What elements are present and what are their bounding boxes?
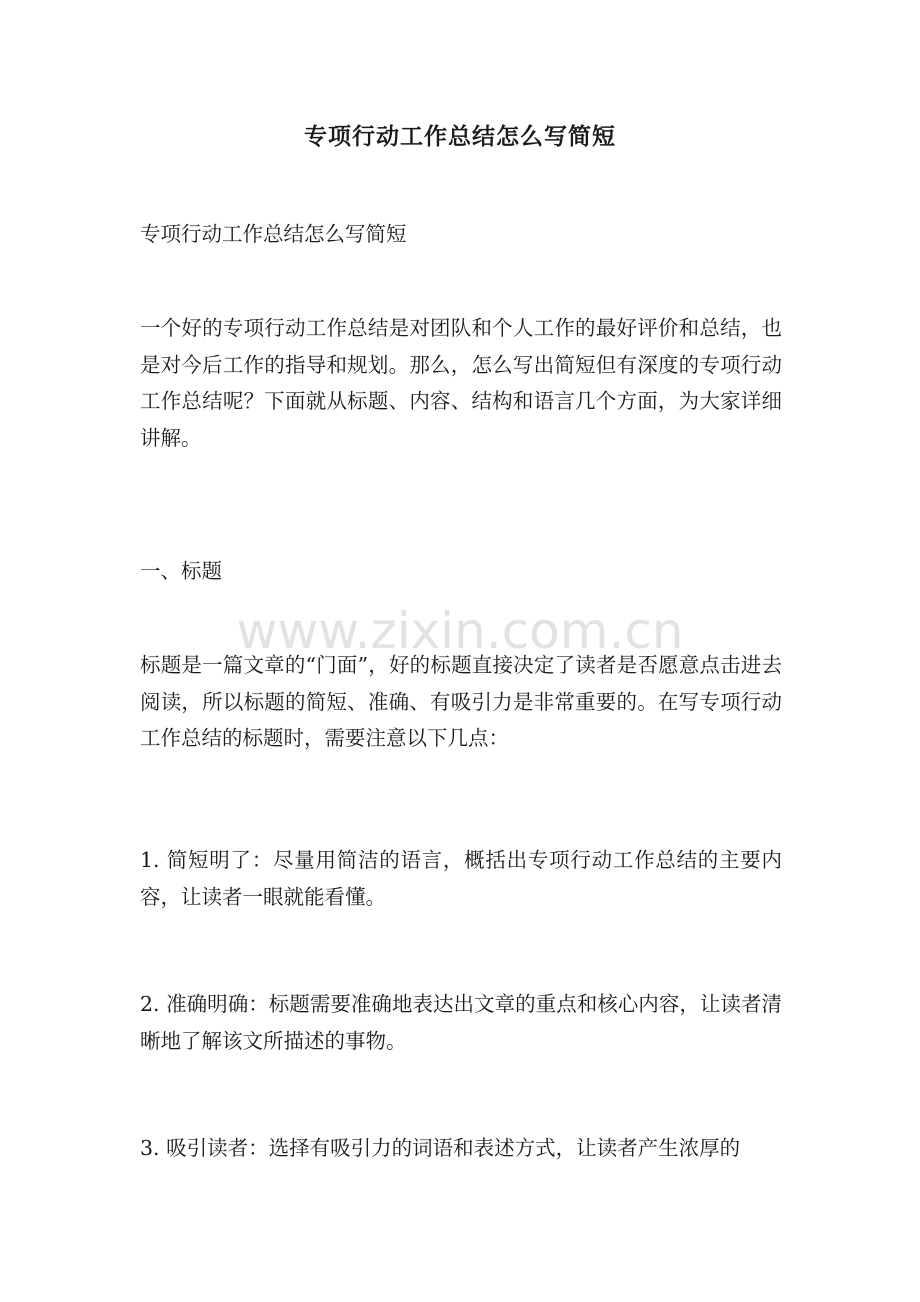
list-item-attractive: 3. 吸引读者：选择有吸引力的词语和表述方式，让读者产生浓厚的 [140, 1136, 741, 1160]
section-heading-title: 一、标题 [140, 559, 222, 583]
intro-paragraph: 一个好的专项行动工作总结是对团队和个人工作的最好评价和总结，也是对今后工作的指导和规划。那么，怎么写出简短但有深度的专项行动工作总结呢？下面就从标题、内容、结构和语言几个方面，为大家详细讲解。 [140, 316, 782, 450]
watermark: www.zixin.com.cn [236, 602, 684, 660]
list-item-accurate: 2. 准确明确：标题需要准确地表达出文章的重点和核心内容，让读者清晰地了解该文所描述的事物。 [140, 992, 782, 1053]
list-item-concise: 1. 简短明了：尽量用简洁的语言，概括出专项行动工作总结的主要内容，让读者一眼就能看懂。 [140, 848, 782, 909]
document-title: 专项行动工作总结怎么写简短 [304, 123, 616, 150]
section-body-title: 标题是一篇文章的“门面”，好的标题直接决定了读者是否愿意点击进去阅读，所以标题的简短、准确、有吸引力是非常重要的。在写专项行动工作总结的标题时，需要注意以下几点： [140, 653, 782, 750]
subtitle-paragraph: 专项行动工作总结怎么写简短 [140, 222, 407, 246]
